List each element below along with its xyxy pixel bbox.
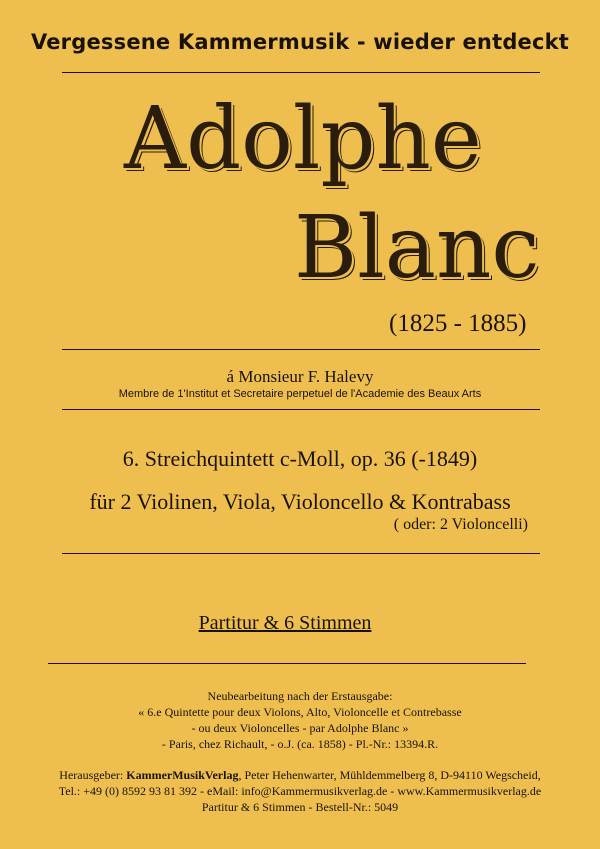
series-title: Vergessene Kammermusik - wieder entdeckt — [30, 30, 570, 54]
publisher-name: KammerMusikVerlag — [126, 768, 239, 782]
parts-label: Partitur & 6 Stimmen — [198, 612, 372, 634]
composer-last-name: Blanc — [294, 198, 540, 298]
publisher-label: Herausgeber: — [59, 768, 124, 782]
work-title: 6. Streichquintett c-Moll, op. 36 (-1849) — [122, 446, 478, 471]
publisher-address: , Peter Hehenwarter, Mühldemmelberg 8, D-94110 Wegscheid, — [238, 768, 541, 782]
composer-first-name: Adolphe — [124, 89, 482, 189]
composer-dates: (1825 - 1885) — [389, 310, 527, 337]
order-number: Partitur & 6 Stimmen - Bestell-Nr.: 5049 — [201, 800, 399, 814]
instrumentation-alternative: ( oder: 2 Violoncelli) — [393, 516, 528, 533]
divider-work — [62, 553, 540, 554]
edition-notes — [0, 688, 600, 752]
divider-parts — [48, 663, 526, 664]
edition-line: - Paris, chez Richault, - o.J. (ca. 1858) - Pl.-Nr.: 13394.R. — [161, 737, 439, 751]
divider-top — [62, 72, 540, 73]
divider-dedication — [62, 409, 540, 410]
edition-line: « 6.e Quintette pour deux Violons, Alto, Violoncelle et Contrebasse — [138, 705, 462, 719]
divider-composer — [62, 349, 540, 350]
publisher-contact: Tel.: +49 (0) 8592 93 81 392 - eMail: info@Kammermusikverlag.de - www.Kammermusikverlag.de — [58, 784, 542, 798]
instrumentation: für 2 Violinen, Viola, Violoncello & Kontrabass — [89, 489, 511, 514]
edition-line: - ou deux Violoncelles - par Adolphe Blanc » — [191, 721, 409, 735]
dedication-line: á Monsieur F. Halevy — [226, 367, 374, 386]
dedication-detail: Membre de 1'Institut et Secretaire perpetuel de l'Academie des Beaux Arts — [118, 388, 482, 400]
publisher-info — [0, 767, 600, 815]
publisher-line-1 — [0, 767, 600, 783]
edition-line: Neubearbeitung nach der Erstausgabe: — [207, 689, 393, 703]
